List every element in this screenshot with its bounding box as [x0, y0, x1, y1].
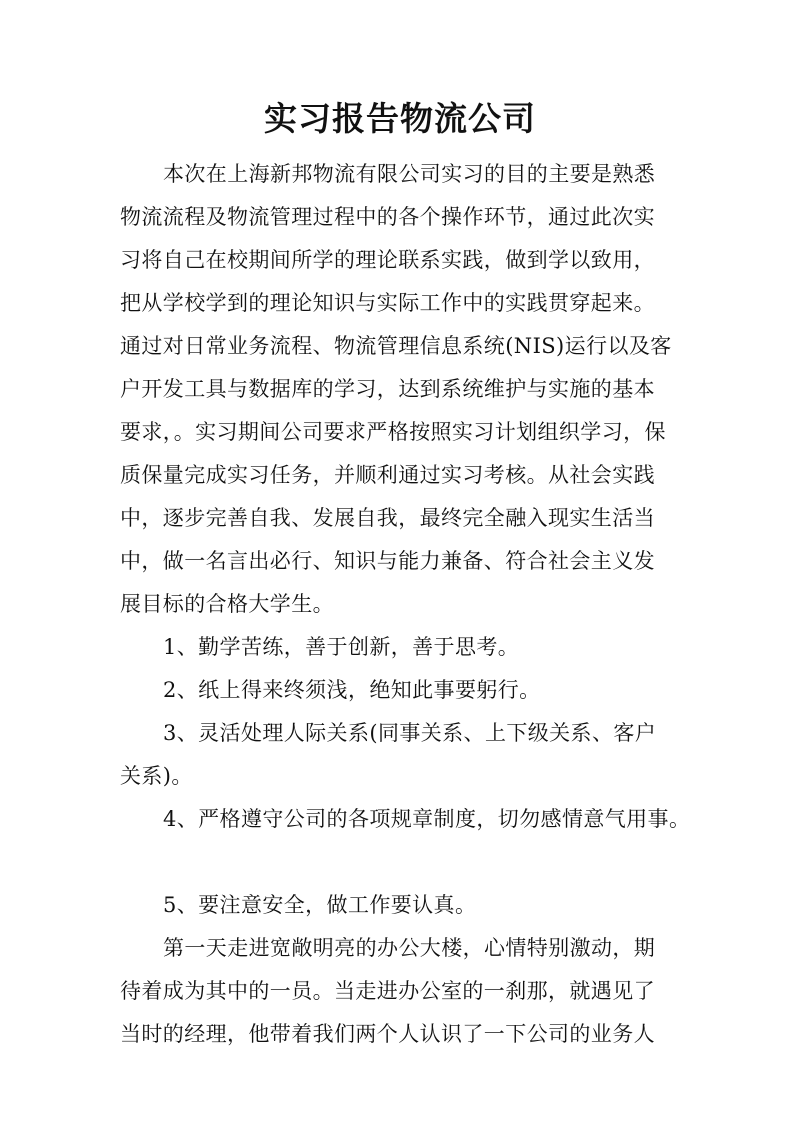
body-line-11: 展目标的合格大学生。	[120, 592, 334, 616]
body-line-10: 中，做一名言出必行、知识与能力兼备、符合社会主义发	[120, 549, 655, 573]
body-line-7: 要求，。实习期间公司要求严格按照实习计划组织学习，保	[120, 420, 666, 444]
body-line-3: 习将自己在校期间所学的理论联系实践，做到学以致用，	[120, 248, 655, 272]
list-item-4: 4、严格遵守公司的各项规章制度，切勿感情意气用事。	[163, 807, 691, 831]
body-line-9: 中，逐步完善自我、发展自我，最终完全融入现实生活当	[120, 506, 655, 530]
list-item-1: 1、勤学苦练，善于创新，善于思考。	[163, 635, 520, 659]
list-item-5: 5、要注意安全，做工作要认真。	[163, 893, 477, 917]
list-item-3-continued: 关系)。	[120, 764, 193, 788]
body-line-5: 通过对日常业务流程、物流管理信息系统(NIS)运行以及客	[120, 334, 672, 358]
list-item-2: 2、纸上得来终须浅，绝知此事要躬行。	[163, 678, 541, 702]
list-item-3: 3、灵活处理人际关系(同事关系、上下级关系、客户	[163, 721, 657, 745]
body-line-8: 质保量完成实习任务，并顺利通过实习考核。从社会实践	[120, 463, 655, 487]
body-line-1: 本次在上海新邦物流有限公司实习的目的主要是熟悉	[163, 162, 656, 186]
body-line-2: 物流流程及物流管理过程中的各个操作环节，通过此次实	[120, 205, 655, 229]
body-line-14: 当时的经理，他带着我们两个人认识了一下公司的业务人	[120, 1022, 655, 1046]
body-line-4: 把从学校学到的理论知识与实际工作中的实践贯穿起来。	[120, 291, 655, 315]
body-line-6: 户开发工具与数据库的学习，达到系统维护与实施的基本	[120, 377, 655, 401]
body-line-12: 第一天走进宽敞明亮的办公大楼，心情特别激动，期	[163, 936, 656, 960]
body-line-13: 待着成为其中的一员。当走进办公室的一刹那，就遇见了	[120, 979, 655, 1003]
document-title: 实习报告物流公司	[264, 99, 536, 138]
